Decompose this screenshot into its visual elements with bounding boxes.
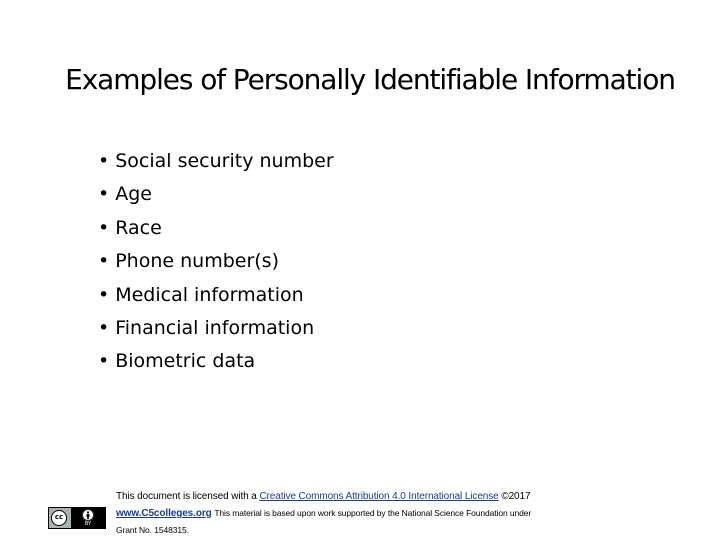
grant-text: Grant No. 1548315.: [116, 525, 189, 535]
bullet-dot: •: [98, 350, 110, 373]
list-item: [98, 212, 334, 245]
bullet-text: Biometric data: [115, 350, 256, 373]
slide-title: Examples of Personally Identifiable Information: [65, 63, 675, 96]
list-item: [98, 345, 334, 378]
bullet-text: Phone number(s): [115, 250, 279, 273]
license-footer: [48, 485, 678, 535]
list-item: [98, 245, 334, 278]
bullet-text: Age: [115, 183, 152, 206]
bullet-text: Medical information: [115, 283, 304, 306]
by-label: BY: [84, 521, 92, 527]
bullet-dot: •: [98, 250, 110, 273]
creative-commons-by-icon[interactable]: [48, 507, 106, 529]
bullet-dot: •: [98, 150, 110, 172]
bullet-dot: •: [98, 317, 110, 340]
person-icon: [82, 509, 94, 521]
person-glyph-icon: [82, 509, 94, 521]
list-item: [98, 312, 334, 345]
list-item: [98, 279, 334, 312]
bullet-dot: •: [98, 183, 110, 206]
bullet-text: Social security number: [115, 150, 334, 172]
attribution-icon: [71, 508, 105, 528]
bullet-text: Race: [115, 216, 162, 239]
website-link[interactable]: www.C5colleges.org: [116, 508, 212, 519]
bullet-dot: •: [98, 283, 110, 306]
license-text: [116, 489, 676, 539]
cc-logo-icon: cc: [51, 510, 67, 526]
license-prefix: This document is licensed with a: [116, 491, 260, 502]
license-link[interactable]: Creative Commons Attribution 4.0 International License: [259, 491, 499, 502]
bullet-list: [98, 145, 334, 379]
list-item: [98, 145, 334, 178]
copyright-text: ©2017: [501, 491, 531, 502]
bullet-dot: •: [98, 216, 110, 239]
bullet-text: Financial information: [115, 317, 315, 340]
list-item: [98, 178, 334, 211]
nsf-text: This material is based upon work supported by the National Science Foundation under: [214, 508, 532, 518]
